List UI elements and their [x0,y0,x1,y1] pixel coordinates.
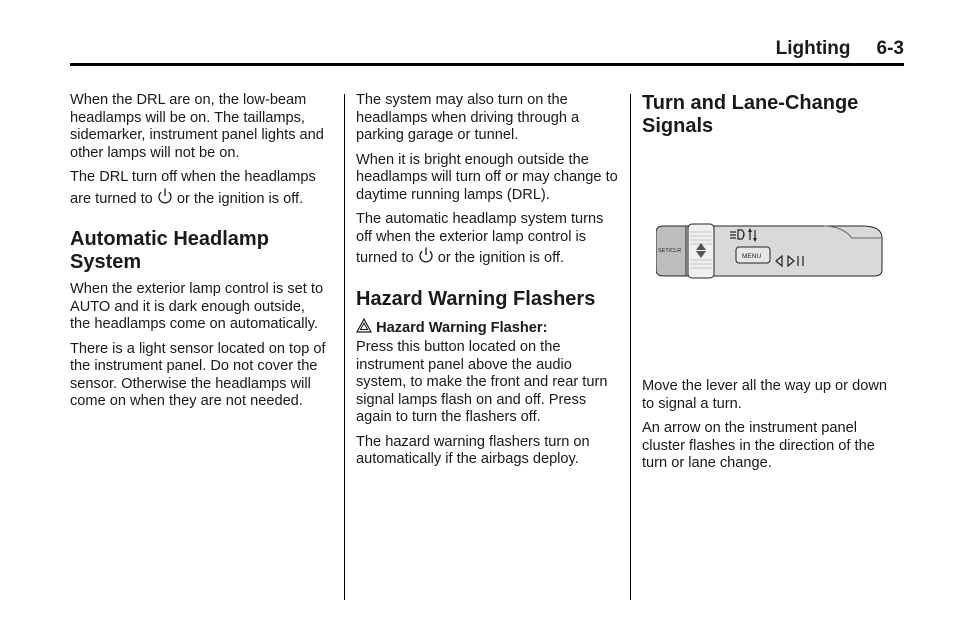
power-icon [418,246,434,270]
auto-headlamp-paragraph: When the exterior lamp control is set to AUTO and it is dark enough outside, the headlamps come on automatically. [70,281,324,332]
page-number: 6-3 [876,38,904,59]
section-title: Lighting [775,38,851,59]
heading-automatic-headlamp: Automatic Headlamp System [70,228,269,273]
power-icon [157,187,173,211]
heading-turn-signals: Turn and Lane-Change Signals [642,92,859,137]
hazard-label-line [356,318,618,340]
column-2 [356,92,618,476]
set-clr-label: SET/CLR [658,248,682,254]
hazard-airbag-paragraph: The hazard warning flashers turn on automatically if the airbags deploy. [356,433,590,467]
menu-label: MENU [742,253,762,260]
header-rule [70,63,904,66]
hazard-label: Hazard Warning Flasher: [376,319,548,336]
turn-signal-paragraph: Move the lever all the way up or down to signal a turn. [642,378,887,412]
hazard-instructions-paragraph: Press this button located on the instrument panel above the audio system, to make the front and rear turn signal lamps flash on and off. Press again to turn the flashers off. [356,339,608,425]
heading-hazard-warning: Hazard Warning Flashers [356,287,596,310]
column-3 [642,92,888,480]
arrow-flash-paragraph: An arrow on the instrument panel cluster flashes in the direction of the turn or lane change. [642,420,875,471]
garage-tunnel-paragraph: The system may also turn on the headlamps when driving through a parking garage or tunnel. [356,92,580,143]
hazard-triangle-icon [356,318,372,340]
page-header [776,38,904,60]
column-divider-2 [630,94,631,600]
bright-outside-paragraph: When it is bright enough outside the headlamps will turn off or may change to daytime running lamps (DRL). [356,151,618,203]
auto-off-paragraph: The automatic headlamp system turns off when the exterior lamp control is turned to or the ignition is off. [356,211,618,270]
drl-off-paragraph: The DRL turn off when the headlamps are turned to or the ignition is off. [70,169,328,210]
turn-signal-lever-illustration [656,220,884,280]
drl-on-paragraph: When the DRL are on, the low-beam headlamps will be on. The taillamps, sidemarker, instrument panel lights and other lamps will not be on. [70,92,324,161]
column-1 [70,92,328,418]
column-divider-1 [344,94,345,600]
light-sensor-paragraph: There is a light sensor located on top of the instrument panel. Do not cover the sensor. Otherwise the headlamps will come on when they are not needed. [70,340,326,409]
